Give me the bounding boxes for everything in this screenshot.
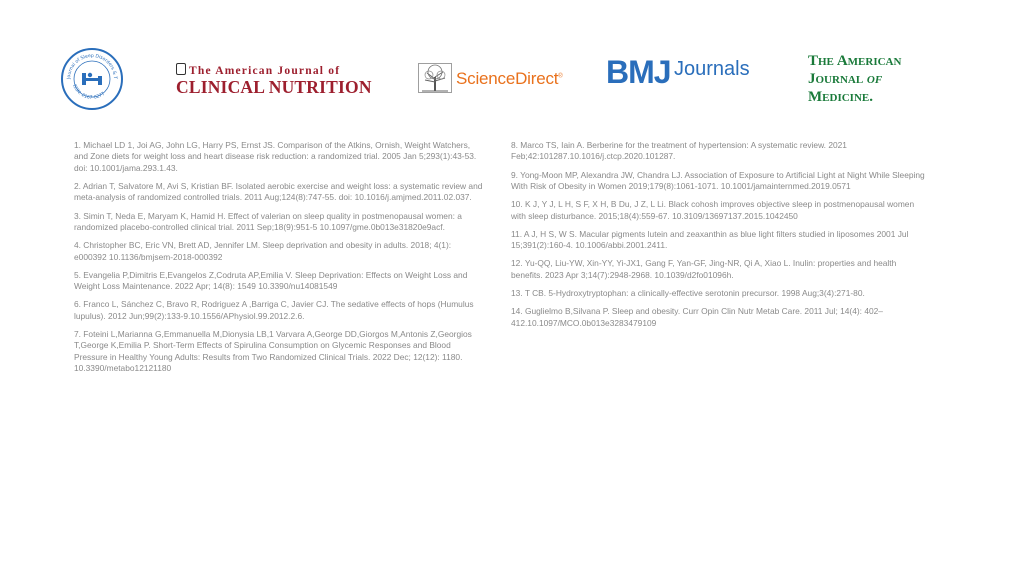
reference-item: 13. T CB. 5-Hydroxytryptophan: a clinically-effective serotonin precursor. 1998 Aug;3(4):271-80. [511, 288, 865, 299]
ajcn-logo [176, 63, 372, 98]
ajcn-emblem-icon [176, 63, 186, 75]
reference-item: 10. K J, Y J, L H, S F, X H, B Du, J Z, L Li. Black cohosh improves objective sleep in postmenopausal women with sleep disturbance. 2015;18(4):559-67. 10.3109/13697137.2015.1042450 [511, 199, 915, 221]
reference-item: 1. Michael LD 1, Joi AG, John LG, Harry PS, Ernst JS. Comparison of the Atkins, Ornish, Weight Watchers, and Zone diets for weight loss and heart disease risk reduction: a randomized trial. 2005 Jan 5;293(1):43-53. doi: 10.1001/jama.293.1.43. [74, 140, 477, 173]
reference-item: 8. Marco TS, Iain A. Berberine for the treatment of hypertension: A systematic review. 2021 Feb;42:101287.10.1016/j.ctcp.2020.101287. [511, 140, 847, 162]
logo-strip [0, 0, 1024, 120]
reference-item: 3. Simin T, Neda E, Maryam K, Hamid H. Effect of valerian on sleep quality in postmenopausal women: a randomized placebo-controlled clinical trial. 2011 Sep;18(9):951-5 10.1097/gme.0b013e31820e9acf. [74, 210, 462, 233]
ajm-line-3: Medicine. [808, 89, 873, 105]
sleep-journal-logo [60, 47, 124, 111]
ajcn-title-bottom: CLINICAL NUTRITION [176, 77, 372, 97]
registered-mark: ® [558, 73, 563, 80]
bmj-journals-logo [606, 54, 756, 100]
reference-item: 9. Yong-Moon MP, Alexandra JW, Chandra LJ. Association of Exposure to Artificial Light at Night While Sleeping With Risk of Obesity in Women 2019;179(8):1061-1071. 10.1001/jamainternmed.2019.0571 [511, 169, 925, 192]
seal-issn: ISSN: 2167-0277 [71, 83, 107, 101]
reference-item: 7. Foteini L,Marianna G,Emmanuella M,Dionysia LB,1 Varvara A,George DD,Giorgos M,Antonis Z,Georgios T,George K,Emilia P. Short-Term Effects of Spirulina Consumption on Glycemic Responses and Blood Pressure in Healthy Young Adults: Results from Two Randomized Clinical Trials. 2022 Dec; 12(12): 1180. 10.3390/metabo12121180 [74, 329, 472, 374]
ajcn-title-top: The American Journal of [189, 65, 341, 77]
reference-item: 4. Christopher BC, Eric VN, Brett AD, Jennifer LM. Sleep deprivation and obesity in adults. 2018; 4(1): e000392 10.1136/bmjsem-2018-000392 [74, 240, 452, 262]
ajm-line-2a: Journal [808, 71, 867, 87]
reference-item: 11. A J, H S, W S. Macular pigments lutein and zeaxanthin as blue light filters studied in liposomes 2001 Jul 15;391(2):160-4. 10.1006/abbi.2001.2411. [511, 228, 909, 251]
sciencedirect-logo [418, 63, 568, 95]
bmj-mark: BMJ [606, 54, 671, 90]
reference-item: 14. Guglielmo B,Silvana P. Sleep and obesity. Curr Opin Clin Nutr Metab Care. 2011 Jul; 14(4): 402–412.10.1097/MCO.0b013e3283479109 [511, 306, 883, 328]
bmj-journals-text: Journals [674, 58, 750, 80]
reference-item: 6. Franco L, Sánchez C, Bravo R, Rodriguez A ,Barriga C, Javier CJ. The sedative effects of hops (Humulus lupulus). 2012 Jun;99(2):133-9.10.1556/APhysiol.99.2012.2.6. [74, 299, 474, 321]
ajm-line-2b: of [866, 71, 883, 87]
sciencedirect-wordmark: ScienceDirect [456, 69, 559, 88]
reference-item: 2. Adrian T, Salvatore M, Avi S, Kristian BF. Isolated aerobic exercise and weight loss: a systematic review and meta-analysis of randomized controlled trials. 2011 Aug;124(8):747-55. doi: 10.1016/j.amjmed.2011.02.037. [74, 181, 483, 203]
ajm-line-1: The American [808, 53, 902, 69]
seal-text: Journal of Sleep Disorders & T [66, 53, 118, 80]
elsevier-tree-icon [418, 63, 452, 93]
ajm-logo [808, 52, 928, 106]
references-left-column [74, 140, 484, 381]
reference-item: 12. Yu-QQ, Liu-YW, Xin-YY, Yi-JX1, Gang F, Yan-GF, Jing-NR, Qi A, Xiao L. Inulin: properties and health benefits. 2023 Apr 3;14(7):2948-2968. 10.1039/d2fo01096h. [511, 258, 897, 280]
reference-item: 5. Evangelia P,Dimitris E,Evangelos Z,Codruta AP,Emilia V. Sleep Deprivation: Effects on Weight Loss and Weight Loss Maintenance. 2022 Apr; 14(8): 1549 10.3390/nu14081549 [74, 269, 468, 292]
references-right-column [511, 140, 926, 336]
